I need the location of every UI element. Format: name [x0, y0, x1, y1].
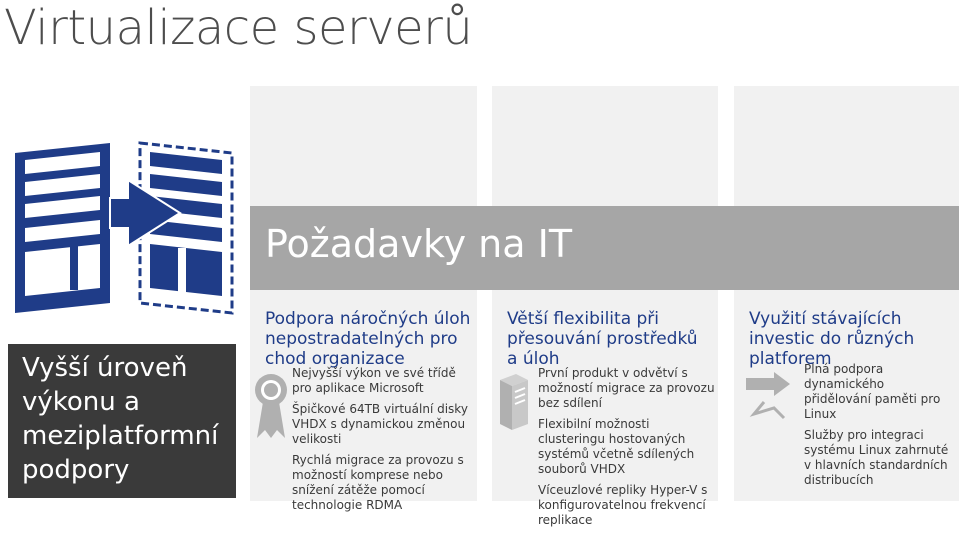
arrows-icon — [744, 372, 794, 420]
list-item: První produkt v odvětví s možností migrace za provozu bez sdílení — [538, 366, 715, 410]
list-item: Špičkové 64TB virtuální disky VHDX s dynamickou změnou velikosti — [292, 402, 468, 446]
award-ribbon-icon — [253, 372, 289, 440]
column-1-title: Podpora náročných úloh nepostradatelných pro chod organizace — [265, 309, 471, 369]
list-item: Plná podpora dynamického přidělování paměti pro Linux — [804, 362, 941, 421]
column-2-items — [538, 366, 716, 534]
server-tower-icon — [496, 372, 532, 432]
page-title: Virtualizace serverů — [4, 0, 473, 56]
list-item: Služby pro integraci systému Linux zahrnuté v hlavních standardních distribucích — [804, 428, 949, 487]
list-item: Rychlá migrace za provozu s možností komprese nebo snížení zátěže pomocí technologie RDMA — [292, 453, 464, 512]
column-3-title: Využití stávajících investic do různých platforem — [749, 309, 915, 369]
column-1-items — [292, 366, 472, 519]
band-title: Požadavky na IT — [265, 222, 573, 266]
column-3-items — [804, 362, 954, 494]
list-item: Nejvyšší výkon ve své třídě pro aplikace Microsoft — [292, 366, 456, 395]
list-item: Flexibilní možnosti clusteringu hostovaných systémů včetně sdílených souborů VHDX — [538, 417, 695, 476]
highlight-text: Vyšší úroveň výkonu a meziplatformní podpory — [22, 353, 219, 485]
column-2-title: Větší flexibilita při přesouvání prostředků a úloh — [507, 309, 698, 369]
server-migration-icon — [10, 138, 235, 320]
list-item: Víceuzlové repliky Hyper-V s konfigurovatelnou frekvencí replikace — [538, 483, 708, 527]
